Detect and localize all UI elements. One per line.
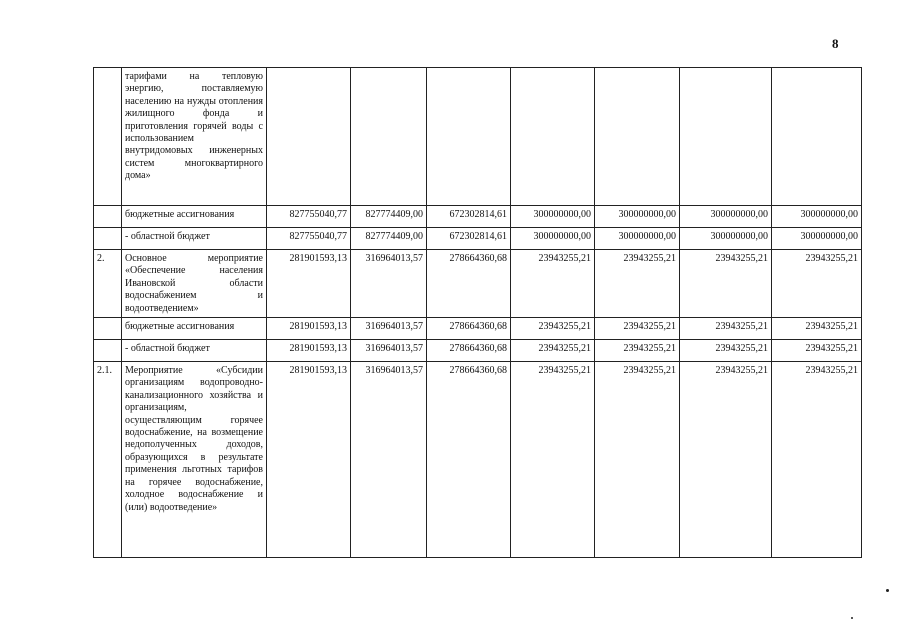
value-cell: 23943255,21 (680, 340, 772, 362)
row-description: Основное мероприятие «Обеспечение населения Ивановской области водоснабжением и водоотведением» (122, 250, 267, 318)
value-cell: 300000000,00 (772, 206, 862, 228)
value-cell: 300000000,00 (595, 206, 680, 228)
row-description: тарифами на тепловую энергию, поставляемую населению на нужды отопления жилищного фонда и приготовления горячей воды с использованием внутридомовых инженерных систем многоквартирного дома» (122, 68, 267, 206)
value-cell: 23943255,21 (680, 250, 772, 318)
row-number (94, 206, 122, 228)
row-description: бюджетные ассигнования (122, 318, 267, 340)
value-cell: 281901593,13 (267, 340, 351, 362)
value-cell: 278664360,68 (427, 340, 511, 362)
row-number (94, 68, 122, 206)
scan-speck (851, 617, 853, 619)
value-cell: 23943255,21 (595, 318, 680, 340)
row-description: бюджетные ассигнования (122, 206, 267, 228)
value-cell: 316964013,57 (351, 362, 427, 558)
table-row (94, 318, 862, 340)
value-cell: 23943255,21 (511, 340, 595, 362)
value-cell: 23943255,21 (772, 250, 862, 318)
table-row (94, 206, 862, 228)
value-cell: 300000000,00 (511, 206, 595, 228)
value-cell: 278664360,68 (427, 250, 511, 318)
table-row (94, 362, 862, 558)
value-cell: 278664360,68 (427, 318, 511, 340)
value-cell: 23943255,21 (511, 250, 595, 318)
value-cell: 827755040,77 (267, 228, 351, 250)
row-number: 2. (94, 250, 122, 318)
value-cell (267, 68, 351, 206)
value-cell: 316964013,57 (351, 340, 427, 362)
value-cell: 300000000,00 (511, 228, 595, 250)
value-cell: 672302814,61 (427, 228, 511, 250)
value-cell: 278664360,68 (427, 362, 511, 558)
value-cell: 23943255,21 (680, 362, 772, 558)
value-cell (595, 68, 680, 206)
value-cell: 827774409,00 (351, 228, 427, 250)
budget-table (93, 67, 862, 558)
value-cell: 23943255,21 (680, 318, 772, 340)
value-cell: 827774409,00 (351, 206, 427, 228)
value-cell: 281901593,13 (267, 318, 351, 340)
value-cell: 23943255,21 (772, 362, 862, 558)
row-number (94, 318, 122, 340)
row-description: Мероприятие «Субсидии организациям водопроводно-канализационного хозяйства и организациям, осуществляющим горячее водоснабжение, на возмещение недополученных доходов, образующихся в результате применения льготных тарифов на горячее водоснабжение, холодное водоснабжение и (или) водоотведение» (122, 362, 267, 558)
row-description: - областной бюджет (122, 340, 267, 362)
table-row (94, 250, 862, 318)
table-row (94, 228, 862, 250)
value-cell: 23943255,21 (772, 318, 862, 340)
value-cell: 300000000,00 (772, 228, 862, 250)
value-cell (680, 68, 772, 206)
page-number: 8 (832, 36, 839, 51)
value-cell: 23943255,21 (511, 362, 595, 558)
row-number (94, 228, 122, 250)
value-cell: 316964013,57 (351, 318, 427, 340)
value-cell (351, 68, 427, 206)
value-cell (772, 68, 862, 206)
row-description: - областной бюджет (122, 228, 267, 250)
row-number: 2.1. (94, 362, 122, 558)
value-cell (511, 68, 595, 206)
value-cell: 300000000,00 (595, 228, 680, 250)
value-cell: 23943255,21 (595, 340, 680, 362)
value-cell (427, 68, 511, 206)
scan-speck (886, 589, 889, 592)
value-cell: 23943255,21 (772, 340, 862, 362)
value-cell: 827755040,77 (267, 206, 351, 228)
table-row (94, 340, 862, 362)
row-number (94, 340, 122, 362)
value-cell: 316964013,57 (351, 250, 427, 318)
value-cell: 300000000,00 (680, 228, 772, 250)
value-cell: 23943255,21 (595, 250, 680, 318)
table-row (94, 68, 862, 206)
value-cell: 23943255,21 (595, 362, 680, 558)
value-cell: 300000000,00 (680, 206, 772, 228)
value-cell: 672302814,61 (427, 206, 511, 228)
value-cell: 281901593,13 (267, 250, 351, 318)
value-cell: 281901593,13 (267, 362, 351, 558)
value-cell: 23943255,21 (511, 318, 595, 340)
